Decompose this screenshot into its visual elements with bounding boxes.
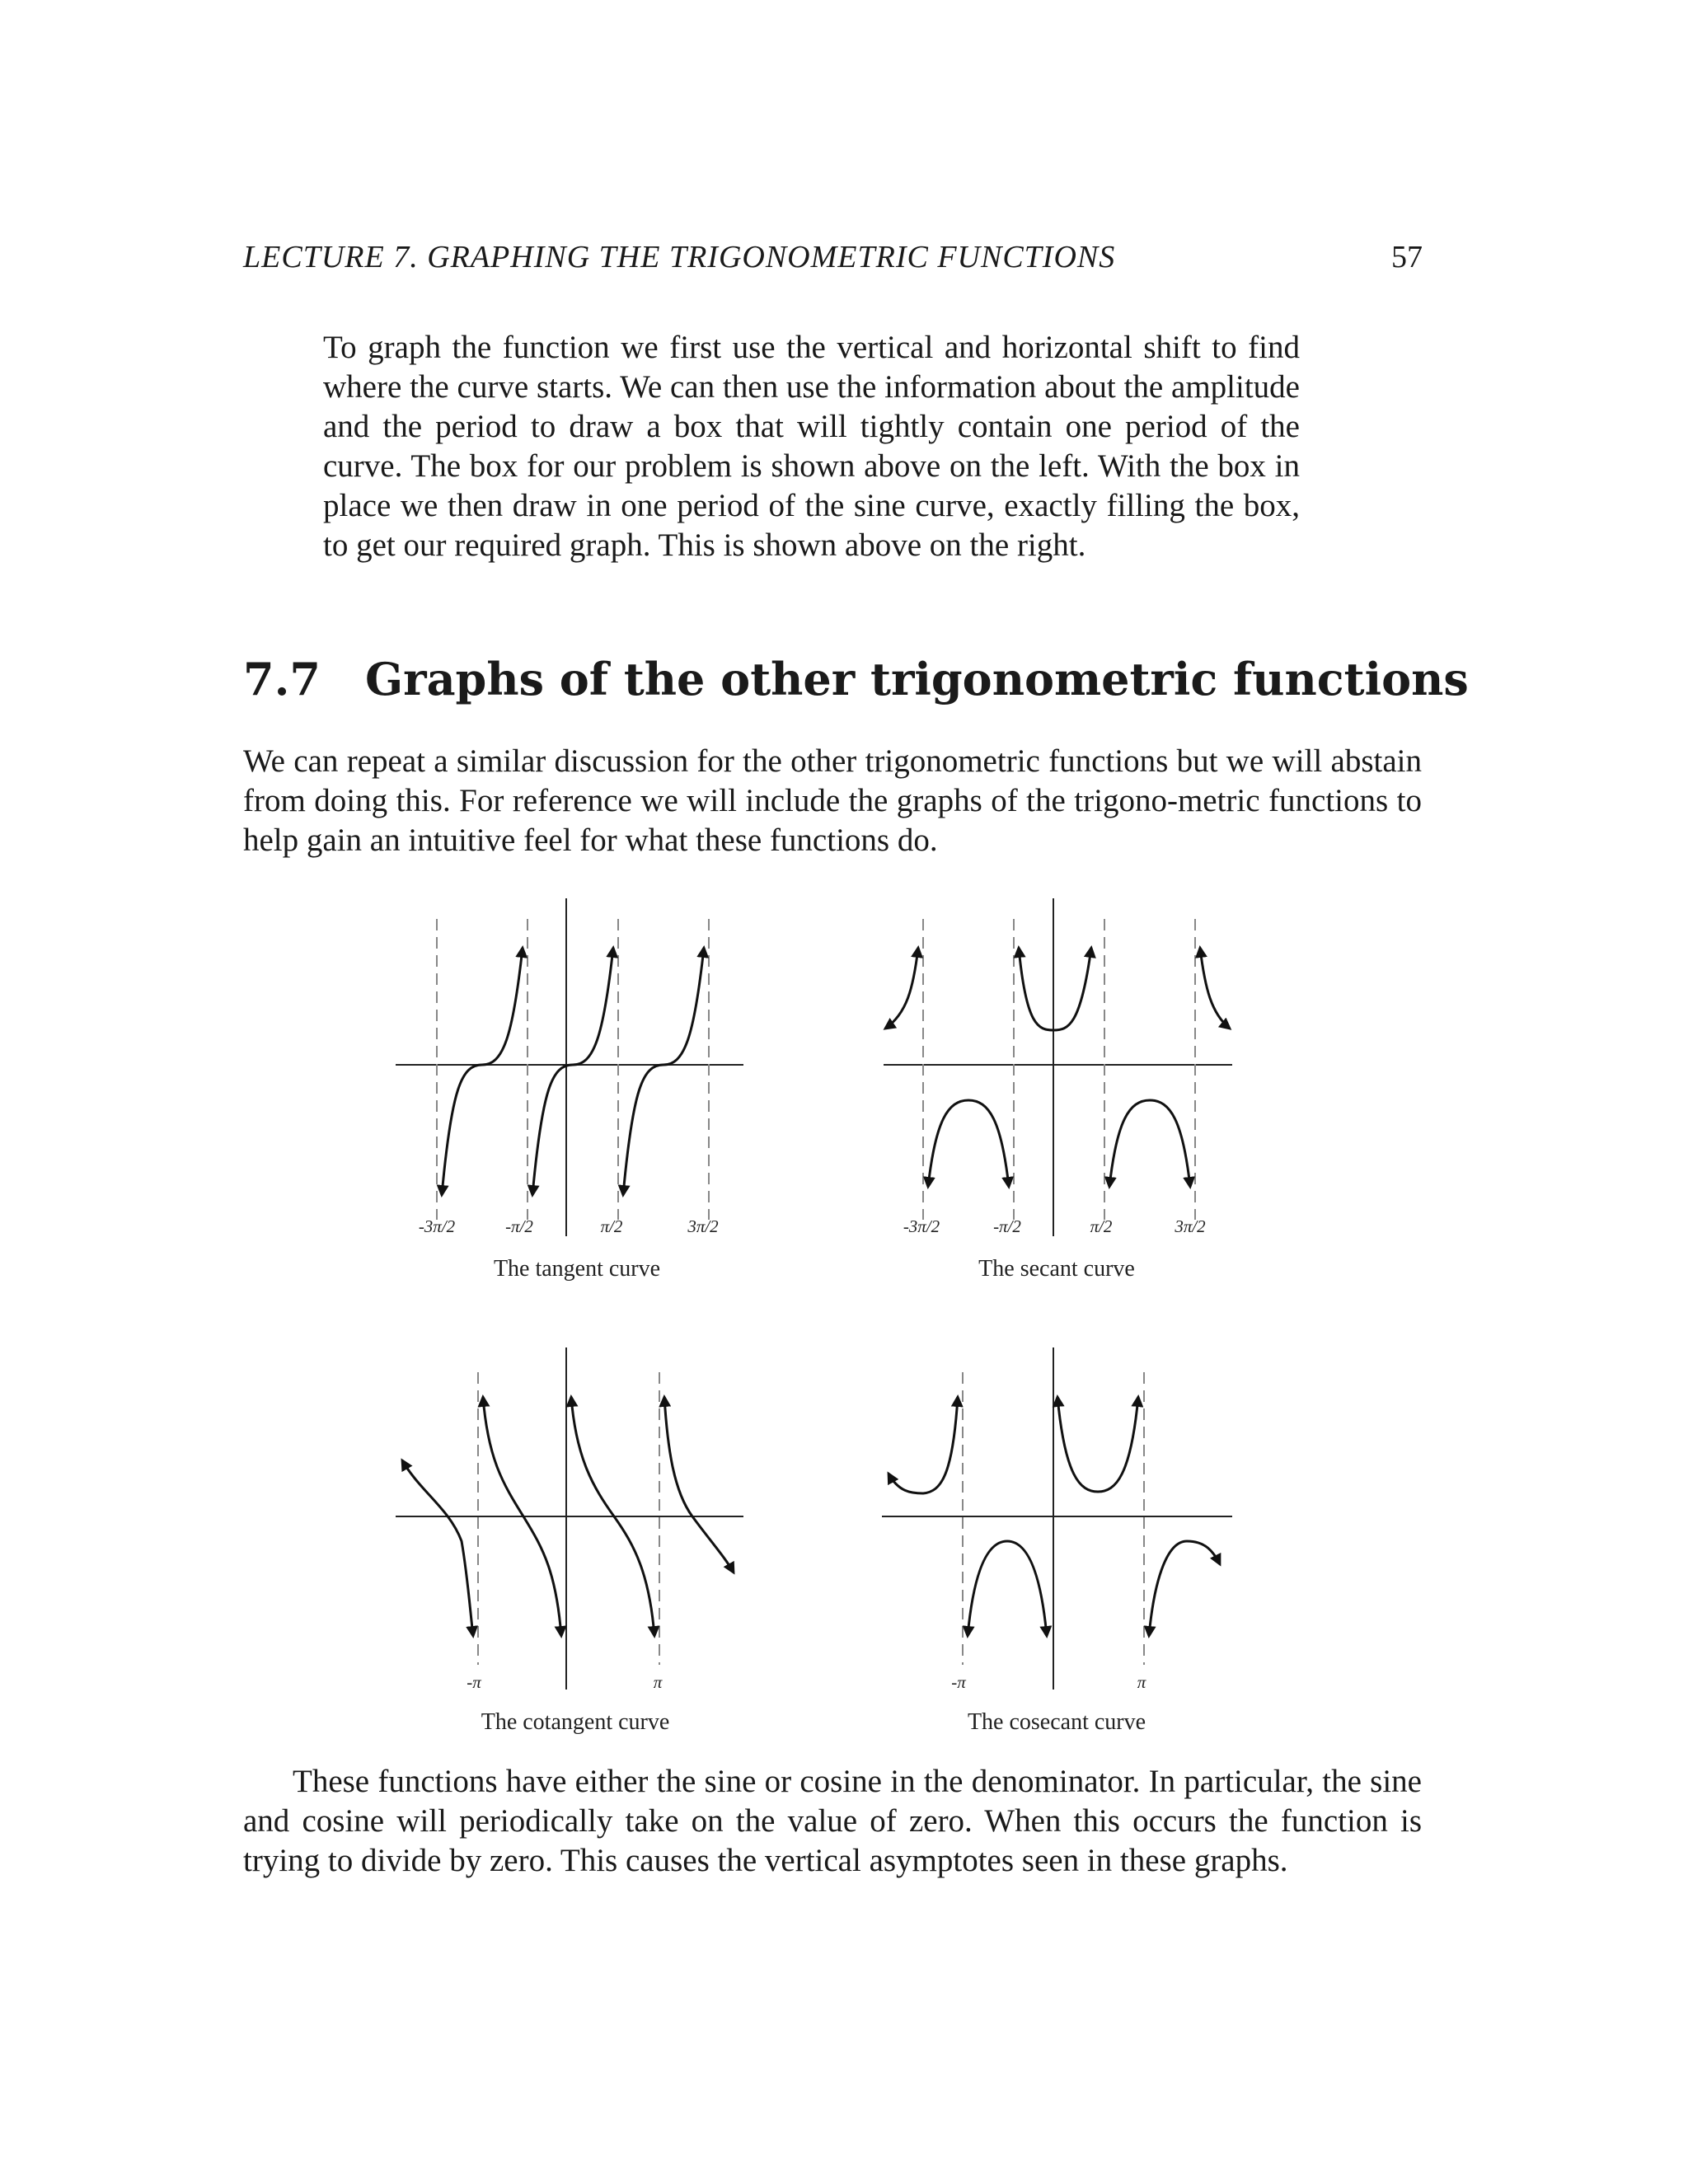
tick-label: π/2 [600,1216,623,1236]
secant-branch [1019,948,1091,1030]
section-number: 7.7 [243,653,321,705]
tangent-branch [442,948,523,1195]
section-title: Graphs of the other trigonometric functions [365,653,1469,705]
cosecant-graph [882,1347,1232,1735]
cotangent-graph [396,1347,743,1735]
tick-label: 3π/2 [687,1216,719,1236]
running-head [243,239,1423,280]
secant-branch [885,948,918,1029]
paragraph-intro: We can repeat a similar discussion for the other trigonometric functions but we will abstain from doing this. For reference we will include the graphs of the trigono-metric functions to help gain an intuitive feel for what these functions do. [243,743,1422,858]
cosecant-branch [968,1541,1047,1636]
cosecant-branch [1057,1397,1138,1492]
paragraph-graphing-explanation: To graph the function we first use the vertical and horizontal shift to find where the curve starts. We can then use the information about the amplitude and the period to draw a box that will tightly contain one period of the curve. The box for our problem is shown above on the left. With the box in place we then draw in one period of the sine curve, exactly filling the box, to get our required graph. This is shown above on the right. [323,330,1300,563]
figure-caption: The cosecant curve [967,1709,1146,1735]
cotangent-branch [402,1460,473,1636]
tangent-branch [623,948,704,1195]
trig-graphs-figure [387,882,1236,1747]
tick-label: -3π/2 [418,1216,456,1236]
tick-label: -3π/2 [903,1216,940,1236]
cosecant-branch [1149,1541,1220,1636]
figure-caption: The cotangent curve [481,1709,670,1735]
section-heading [243,653,1469,705]
tick-label: -π [467,1672,481,1692]
cotangent-branch [664,1397,734,1572]
figure-caption: The secant curve [978,1256,1135,1282]
tangent-graph [396,898,743,1282]
paragraph-asymptotes: These functions have either the sine or cosine in the denominator. In particular, the sine and cosine will periodically take on the value of zero. When this occurs the function is trying to divide by zero. This causes the vertical asymptotes seen in these graphs. [243,1764,1422,1878]
tick-label: π/2 [1090,1216,1113,1236]
figure-caption: The tangent curve [493,1256,661,1282]
tangent-branch [532,948,613,1195]
tick-label: π [1137,1672,1146,1692]
trig-graphs-svg [387,882,1236,1747]
secant-graph [884,898,1232,1282]
secant-branch [928,1100,1009,1187]
secant-branch [1200,948,1230,1029]
page-number: 57 [1391,240,1423,274]
tick-label: 3π/2 [1175,1216,1206,1236]
tick-label: π [653,1672,663,1692]
tick-label: -π [951,1672,966,1692]
secant-branch [1109,1100,1190,1187]
cosecant-branch [889,1397,958,1493]
tick-label: -π/2 [993,1216,1021,1236]
tick-label: -π/2 [505,1216,533,1236]
running-title: LECTURE 7. GRAPHING THE TRIGONOMETRIC FUNCTIONS [243,240,1116,274]
